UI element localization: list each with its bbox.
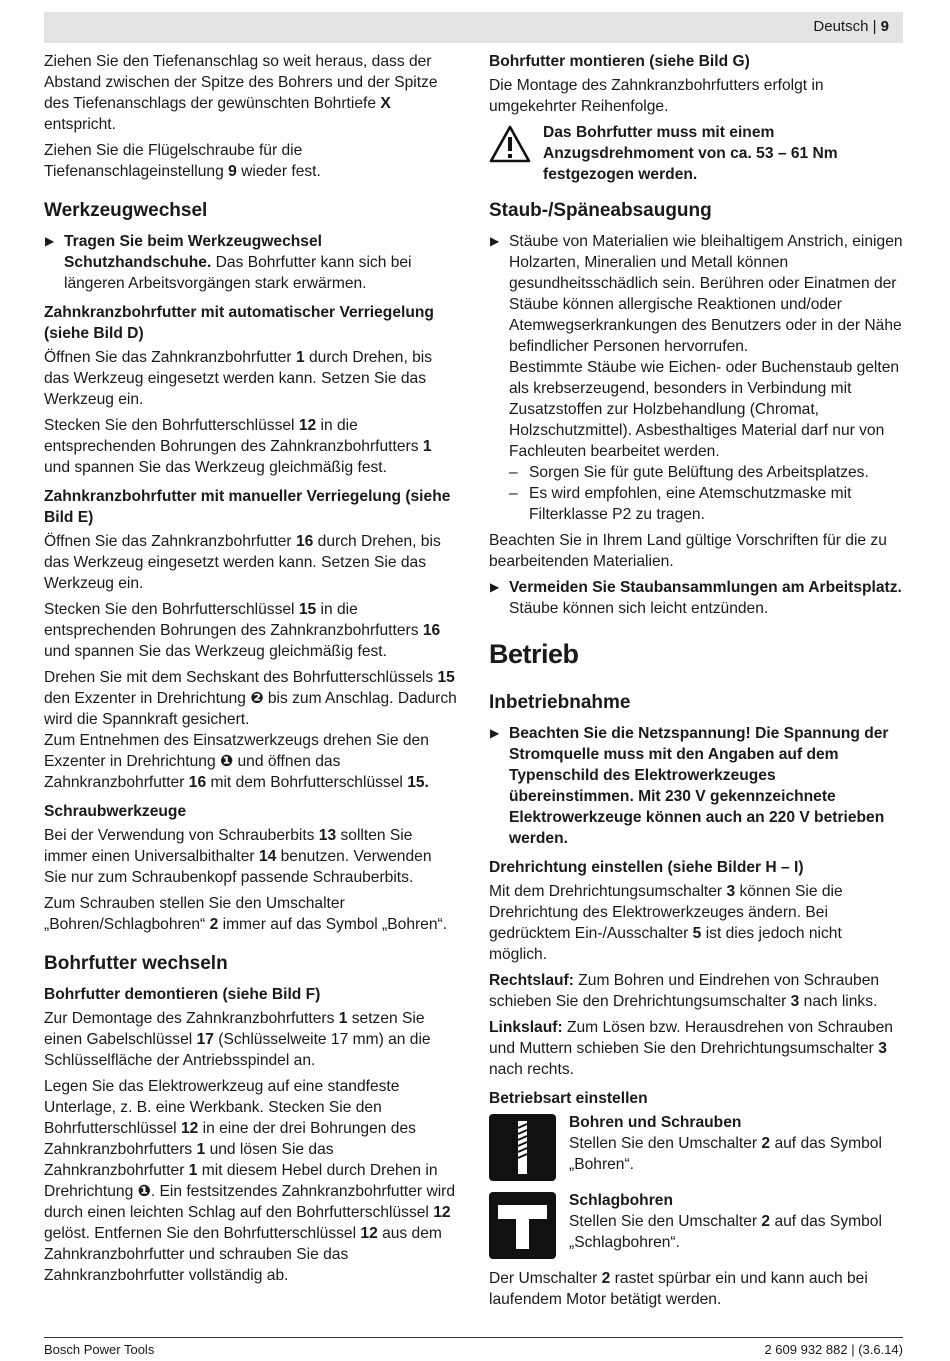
paragraph: Zur Demontage des Zahnkranzbohrfutters 1 setzen Sie einen Gabelschlüssel 17 (Schlüsselweite 17 mm) an die Schlüsselfläche der Antriebsspindel an. <box>44 1010 431 1069</box>
hammer-symbol-icon <box>489 1192 556 1259</box>
warning-text: Das Bohrfutter muss mit einem Anzugsdrehmoment von ca. 53 – 61 Nm festgezogen werden. <box>543 124 838 183</box>
left-column <box>44 51 458 1291</box>
paragraph: Zum Entnehmen des Einsatzwerkzeugs drehen Sie den Exzenter in Drehrichtung ❶ und öffnen das Zahnkranzbohrfutter 16 mit dem Bohrfutterschlüssel 15. <box>44 732 429 791</box>
mode-title: Schlagbohren <box>569 1192 673 1209</box>
page-header: Deutsch | 9 <box>813 18 889 35</box>
mode-drilling <box>489 1112 903 1180</box>
subheading: Schraubwerkzeuge <box>44 803 187 820</box>
bullet-item: ▶ Beachten Sie die Netzspannung! Die Spannung der Stromquelle muss mit den Angaben auf dem Typenschild des Elektrowerkzeuges übereinstimmen. Mit 230 V gekennzeichnete Elektrowerkzeuge können auch an 220 V betrieben werden. <box>490 725 889 847</box>
page-number: 9 <box>880 18 889 35</box>
paragraph: Mit dem Drehrichtungsumschalter 3 können Sie die Drehrichtung des Elektrowerkzeuges ändern. Bei gedrücktem Ein-/Ausschalter 5 ist dies jedoch nicht möglich. <box>489 883 843 963</box>
footer-brand: Bosch Power Tools <box>44 1342 155 1357</box>
subheading: Betriebsart einstellen <box>489 1090 648 1107</box>
bullet-triangle-icon: ▶ <box>490 580 500 594</box>
paragraph: Linkslauf: Zum Lösen bzw. Herausdrehen von Schrauben und Muttern schieben Sie den Drehrichtungsumschalter 3 nach rechts. <box>489 1019 893 1078</box>
paragraph: Der Umschalter 2 rastet spürbar ein und kann auch bei laufendem Motor betätigt werden. <box>489 1270 868 1308</box>
subheading: Bohrfutter demontieren (siehe Bild F) <box>44 986 321 1003</box>
warning-note <box>489 122 903 185</box>
header-bar <box>44 12 903 43</box>
section-heading: Staub-/Späneabsaugung <box>489 200 712 221</box>
footer-doc-number: 2 609 932 882 | (3.6.14) <box>764 1342 903 1357</box>
paragraph: Zum Schrauben stellen Sie den Umschalter „Bohren/Schlagbohren“ 2 immer auf das Symbol „Bohren“. <box>44 895 448 933</box>
paragraph: Beachten Sie in Ihrem Land gültige Vorschriften für die zu bearbeitenden Materialien. <box>489 532 887 570</box>
mode-impact-drilling <box>489 1190 903 1258</box>
paragraph: Drehen Sie mit dem Sechskant des Bohrfutterschlüssels 15 den Exzenter in Drehrichtung ❷ bis zum Anschlag. Dadurch wird die Spannkraft gesichert. <box>44 669 457 728</box>
bullet-triangle-icon: ▶ <box>490 234 500 248</box>
bullet-item: ▶ Vermeiden Sie Staubansammlungen am Arbeitsplatz. Stäube können sich leicht entzünden. <box>490 579 902 617</box>
paragraph: Öffnen Sie das Zahnkranzbohrfutter 16 durch Drehen, bis das Werkzeug eingesetzt werden kann. Setzen Sie das Werkzeug ein. <box>44 533 441 592</box>
dash-item: – Es wird empfohlen, eine Atemschutzmaske mit Filterklasse P2 zu tragen. <box>509 485 852 523</box>
footer-divider <box>44 1337 903 1338</box>
section-heading: Werkzeugwechsel <box>44 200 208 221</box>
drill-bit-symbol-icon <box>489 1114 556 1181</box>
section-heading: Inbetriebnahme <box>489 692 631 713</box>
bullet-triangle-icon: ▶ <box>45 234 55 248</box>
right-column <box>489 51 903 1315</box>
paragraph: Die Montage des Zahnkranzbohrfutters erfolgt in umgekehrter Reihenfolge. <box>489 77 824 115</box>
paragraph: Rechtslauf: Zum Bohren und Eindrehen von Schrauben schieben Sie den Drehrichtungsumschalter 3 nach links. <box>489 972 880 1010</box>
mode-title: Bohren und Schrauben <box>569 1114 742 1131</box>
paragraph: Ziehen Sie den Tiefenanschlag so weit heraus, dass der Abstand zwischen der Spitze des Bohrers und der Spitze des Tiefenanschlags der gewünschten Bohrtiefe X entspricht. <box>44 53 438 133</box>
paragraph: Ziehen Sie die Flügelschraube für die Tiefenanschlageinstellung 9 wieder fest. <box>44 142 321 180</box>
mode-text: Stellen Sie den Umschalter 2 auf das Symbol „Schlagbohren“. <box>569 1213 882 1251</box>
header-language: Deutsch <box>813 18 869 35</box>
chapter-heading: Betrieb <box>489 639 579 669</box>
paragraph: Stecken Sie den Bohrfutterschlüssel 15 in die entsprechenden Bohrungen des Zahnkranzbohrfutters 16 und spannen Sie das Werkzeug gleichmäßig fest. <box>44 601 441 660</box>
dash-item: – Sorgen Sie für gute Belüftung des Arbeitsplatzes. <box>509 464 869 481</box>
bullet-item: ▶ Stäube von Materialien wie bleihaltigem Anstrich, einigen Holzarten, Mineralien und Metall können gesundheitsschädlich sein. Berühren oder Einatmen der Stäube können allergische Reaktionen und/oder Atemwegserkrankungen des Benutzers oder in der Nähe befindlicher Personen hervorrufen. Bestimmte Stäube wie Eichen- oder Buchenstaub gelten als krebserzeugend, besonders in Verbindung mit Zusatzstoffen zur Holzbehandlung (Chromat, Holzschutzmittel). Asbesthaltiges Material darf nur von Fachleuten bearbeitet werden. <box>490 233 903 460</box>
paragraph: Öffnen Sie das Zahnkranzbohrfutter 1 durch Drehen, bis das Werkzeug eingesetzt werden kann. Setzen Sie das Werkzeug ein. <box>44 349 433 408</box>
subheading: Drehrichtung einstellen (siehe Bilder H – I) <box>489 859 804 876</box>
warning-triangle-icon <box>489 125 531 163</box>
paragraph: Bei der Verwendung von Schrauberbits 13 sollten Sie immer einen Universalbithalter 14 benutzen. Verwenden Sie nur zum Schraubenkopf passende Schrauberbits. <box>44 827 432 886</box>
paragraph: Stecken Sie den Bohrfutterschlüssel 12 in die entsprechenden Bohrungen des Zahnkranzbohrfutters 1 und spannen Sie das Werkzeug gleichmäßig fest. <box>44 417 432 476</box>
subheading: Zahnkranzbohrfutter mit manueller Verriegelung (siehe Bild E) <box>44 488 451 526</box>
paragraph: Legen Sie das Elektrowerkzeug auf eine standfeste Unterlage, z. B. eine Werkbank. Stecken Sie den Bohrfutterschlüssel 12 in eine der drei Bohrungen des Zahnkranzbohrfutters 1 und lösen Sie das Zahnkranzbohrfutter 1 mit diesem Hebel durch Drehen in Drehrichtung ❶. Ein festsitzendes Zahnkranzbohrfutter wird durch einen leichten Schlag auf den Bohrfutterschlüssel 12 gelöst. Entfernen Sie den Bohrfutterschlüssel 12 aus dem Zahnkranzbohrfutter und schrauben Sie das Zahnkranzbohrfutter vollständig ab. <box>44 1078 456 1284</box>
bullet-triangle-icon: ▶ <box>490 726 500 740</box>
section-heading: Bohrfutter wechseln <box>44 953 228 974</box>
mode-text: Stellen Sie den Umschalter 2 auf das Symbol „Bohren“. <box>569 1135 882 1173</box>
bullet-item: ▶ Tragen Sie beim Werkzeugwechsel Schutzhandschuhe. Das Bohrfutter kann sich bei längeren Arbeitsvorgängen stark erwärmen. <box>45 233 412 292</box>
subheading: Zahnkranzbohrfutter mit automatischer Verriegelung (siehe Bild D) <box>44 304 434 342</box>
subheading: Bohrfutter montieren (siehe Bild G) <box>489 53 750 70</box>
